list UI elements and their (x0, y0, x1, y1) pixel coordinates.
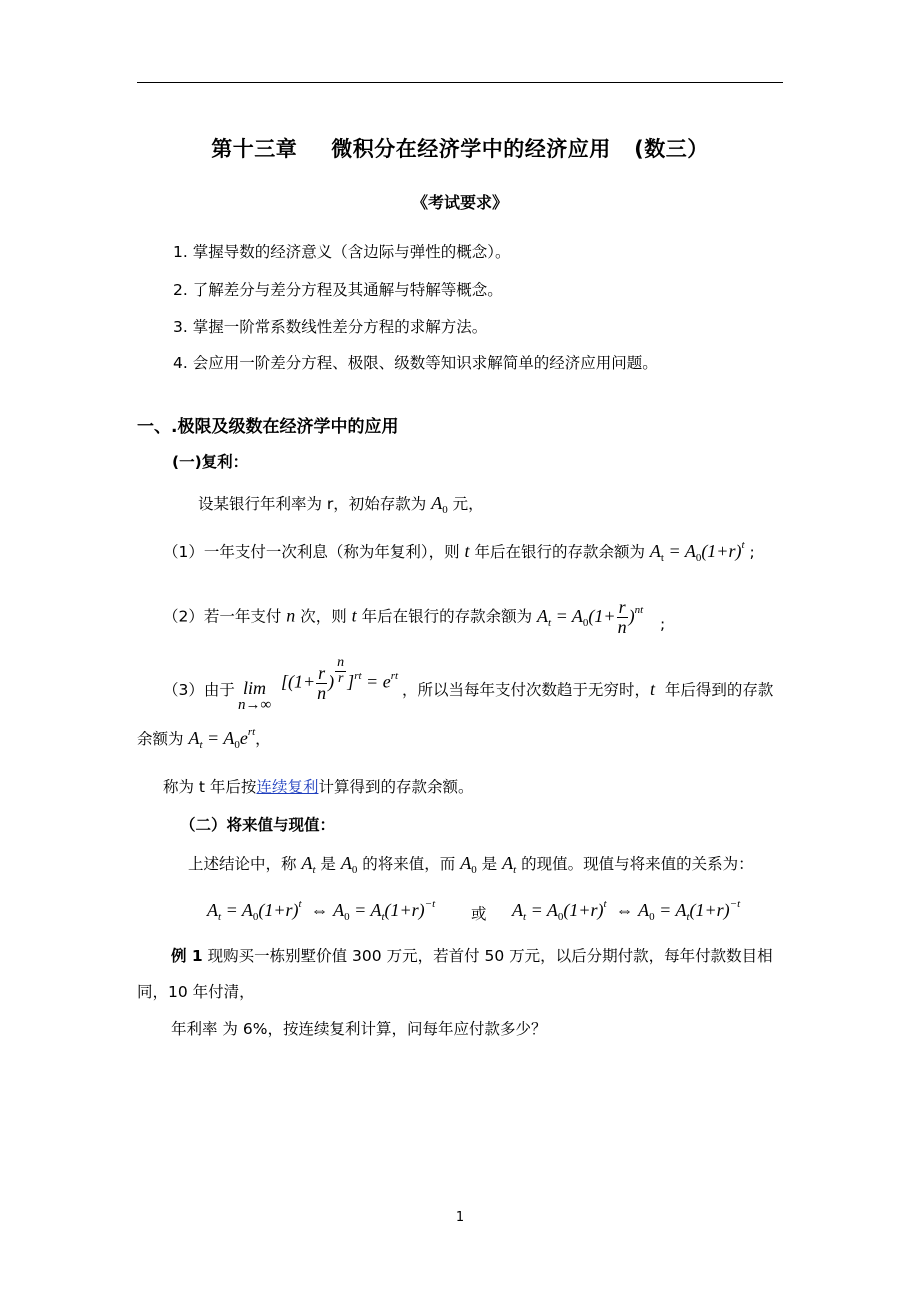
page-number: 1 (455, 1210, 465, 1225)
chapter-title (0, 133, 920, 163)
formula-n-times: $A_t = A_0(1+$ $\frac{r}{n}$ )$^{nt}$ (537, 597, 644, 637)
formula-continuous: $A_t = A_0e^{rt}$ (188, 726, 256, 751)
paragraph-continuous: 余额为 $A_t = A_0e^{rt}$， (137, 726, 271, 751)
section-heading: 一、.极限及级数在经济学中的应用 (137, 417, 399, 437)
paragraph-future-value: 上述结论中，称 $A_t$ 是 $A_0$ 的将来值，而 $A_0$ 是 $A_t$ 的现值。现值与将来值的关系为： (188, 853, 754, 876)
formula-present-value-alt: $A_t = A_0(1+r)^t$ ⇔ $A_0 = A_t(1+r)^{-t}$ (512, 898, 741, 923)
paragraph-continuous-note: 称为 t 年后按连续复利计算得到的存款余额。 (163, 778, 474, 796)
or-word: 或 (471, 905, 487, 923)
chapter-name: 微积分在经济学中的经济应用 (331, 137, 611, 161)
paragraph-intro: 设某银行年利率为 r，初始存款为 $A_0$ 元， (198, 493, 484, 516)
header-rule (137, 82, 783, 83)
requirement-item: 4. 会应用一阶差分方程、极限、级数等知识求解简单的经济应用问题。 (173, 354, 658, 372)
requirements-heading: 《考试要求》 (411, 193, 508, 212)
formula-A0: $A_0$ (431, 493, 448, 516)
requirement-item: 2. 了解差分与差分方程及其通解与特解等概念。 (173, 281, 503, 299)
formula-limit-subscript: n→∞ (238, 697, 272, 713)
formula-limit-body: [(1+ $\frac{r}{n}$ ) $\frac{n}{r}$ ]$^{rt} = e^{rt}$ (281, 655, 399, 703)
chapter-number: 第十三章 (211, 137, 298, 161)
paragraph-limit-text: ，所以当每年支付次数趋于无穷时，t 年后得到的存款 (402, 679, 774, 699)
formula-limit: lim (243, 678, 267, 698)
example-line-2: 同，10 年付清， (137, 983, 255, 1001)
formula-annual: $A_t = A_0(1+r)^t$ (649, 539, 745, 564)
subsection-heading: (一)复利： (172, 453, 249, 471)
paragraph-annual-compound: （1）一年支付一次利息（称为年复利），则 t 年后在银行的存款余额为 $A_t = A_0(1+r)^t$ ; (163, 539, 755, 564)
semicolon: ; (660, 615, 666, 633)
requirement-item: 1. 掌握导数的经济意义（含边际与弹性的概念）。 (173, 243, 511, 261)
paragraph-n-compound: （2）若一年支付 n 次，则 t 年后在银行的存款余额为 $A_t = A_0(1+$ $\frac{r}{n}$ )$^{nt}$ (163, 597, 644, 637)
continuous-compound-link[interactable]: 连续复利 (256, 778, 319, 796)
chapter-tag: (数三） (634, 137, 709, 161)
example-label: 例 1 (171, 947, 203, 965)
subsection-heading: （二）将来值与现值： (180, 816, 336, 834)
example-line-1: 例 1 现购买一栋别墅价值 300 万元，若首付 50 万元，以后分期付款，每年付款数目相 (171, 947, 773, 965)
requirement-item: 3. 掌握一阶常系数线性差分方程的求解方法。 (173, 318, 488, 336)
example-line-3: 年利率 为 6%，按连续复利计算，问每年应付款多少？ (171, 1020, 547, 1038)
formula-present-value: $A_t = A_0(1+r)^t$ ⇔ $A_0 = A_t(1+r)^{-t}$ (207, 898, 436, 923)
paragraph-limit: （3）由于 (163, 681, 235, 699)
